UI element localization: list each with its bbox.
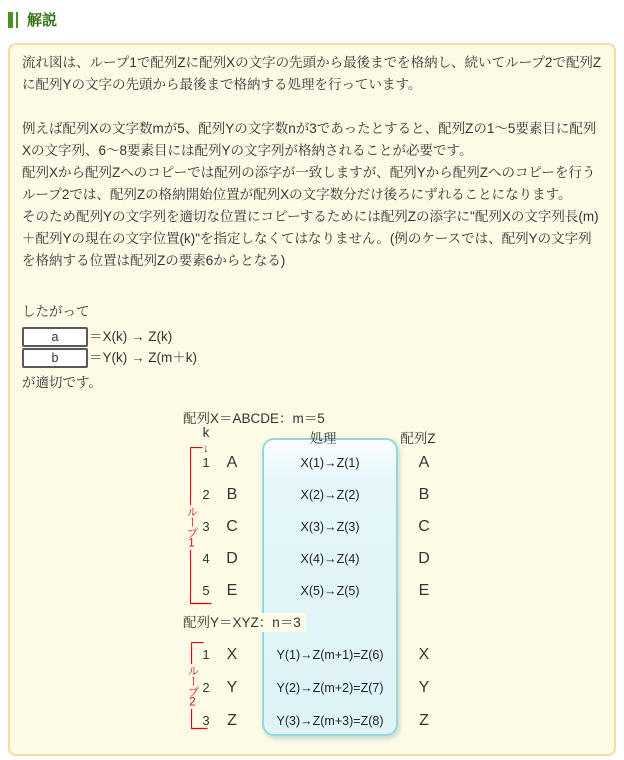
process-step: X(3)→Z(3) xyxy=(300,520,360,534)
explanation-line: そのため配列Yの文字列を適切な位置にコピーするためには配列Zの添字に"配列Xの文字列長(m)＋配列Yの現在の文字位置(k)"を指定しなくてはなりません。(例のケースでは、配列Yの文字列を格納する位置は配列Zの要素6からとなる) xyxy=(22,209,599,268)
table-row xyxy=(10,580,614,602)
array-y-title: 配列Y＝XYZ：n＝3 xyxy=(183,613,306,632)
answer-box-b: b xyxy=(22,348,88,368)
source-letter: Y xyxy=(226,679,238,696)
process-step: Y(2)→Z(m+2)=Z(7) xyxy=(276,681,384,695)
therefore-text: したがって xyxy=(22,304,90,319)
row-index: 3 xyxy=(202,713,210,728)
source-letter: Z xyxy=(227,712,237,729)
down-arrow-icon: ↓ xyxy=(203,441,209,455)
answer-formula-a: ＝X(k) → Z(k) xyxy=(89,328,173,344)
table-row xyxy=(10,548,614,570)
process-step: Y(1)→Z(m+1)=Z(6) xyxy=(276,648,384,662)
result-letter: D xyxy=(418,550,430,567)
result-letter: B xyxy=(418,486,430,503)
row-index: 1 xyxy=(202,455,210,470)
row-index: 2 xyxy=(202,487,210,502)
row-index: 2 xyxy=(202,680,210,695)
table-row xyxy=(10,644,614,666)
process-step: X(2)→Z(2) xyxy=(300,488,360,502)
header-bar-icon xyxy=(8,12,13,28)
explanation-paragraph-1: 流れ図は、ループ1で配列Zに配列Xの文字の先頭から最後までを格納し、続いてループ2で配列Zに配列Yの文字の先頭から最後まで格納する処理を行っています。 xyxy=(22,55,602,92)
table-row xyxy=(10,710,614,732)
process-step: X(4)→Z(4) xyxy=(300,552,360,566)
loop2-label: ループ2 xyxy=(186,665,199,708)
row-index: 5 xyxy=(202,583,210,598)
column-header-process: 処理 xyxy=(309,431,337,446)
explanation-paragraph-2 xyxy=(22,118,602,272)
column-header-k: k xyxy=(202,425,210,440)
source-letter: D xyxy=(226,550,238,567)
result-letter: E xyxy=(418,582,430,599)
source-letter: X xyxy=(226,646,238,663)
loop1-label: ループ1 xyxy=(185,506,198,549)
table-row xyxy=(10,677,614,699)
explanation-line: 配列Xから配列Zへのコピーでは配列の添字が一致しますが、配列Yから配列Zへのコピーを行うループ2では、配列Zの格納開始位置が配列Xの文字数分だけ後ろにずれることになります。 xyxy=(22,165,596,202)
header-bar-icon xyxy=(16,12,18,28)
row-index: 3 xyxy=(202,519,210,534)
process-step: Y(3)→Z(m+3)=Z(8) xyxy=(276,714,384,728)
table-row xyxy=(10,452,614,474)
result-letter: Y xyxy=(418,679,430,696)
array-copy-diagram xyxy=(10,408,614,744)
array-x-title: 配列X＝ABCDE：m＝5 xyxy=(183,411,325,426)
row-index: 4 xyxy=(202,551,210,566)
source-letter: B xyxy=(226,486,238,503)
answer-row-a xyxy=(22,326,602,347)
result-letter: A xyxy=(418,454,430,471)
result-letter: C xyxy=(418,518,430,535)
answer-row-b xyxy=(22,347,602,368)
section-header xyxy=(8,9,624,30)
row-index: 1 xyxy=(202,647,210,662)
result-letter: X xyxy=(418,646,430,663)
process-step: X(5)→Z(5) xyxy=(300,584,360,598)
source-letter: A xyxy=(226,454,238,471)
answer-formula-b: ＝Y(k) → Z(m＋k) xyxy=(89,349,197,365)
answer-box-a: a xyxy=(22,327,88,347)
conclusion-text: が適切です。 xyxy=(22,375,102,390)
table-row xyxy=(10,516,614,538)
source-letter: C xyxy=(226,518,238,535)
column-header-array-z: 配列Z xyxy=(400,431,436,446)
explanation-line: 例えば配列Xの文字数mが5、配列Yの文字数nが3であったとすると、配列Zの1〜5要素目に配列Xの文字列、6〜8要素目には配列Yの文字列が格納されることが必要です。 xyxy=(22,121,597,158)
result-letter: Z xyxy=(419,712,429,729)
page-title: 解説 xyxy=(27,12,58,29)
explanation-panel xyxy=(8,43,616,756)
source-letter: E xyxy=(226,582,238,599)
process-step: X(1)→Z(1) xyxy=(300,456,360,470)
table-row xyxy=(10,484,614,506)
